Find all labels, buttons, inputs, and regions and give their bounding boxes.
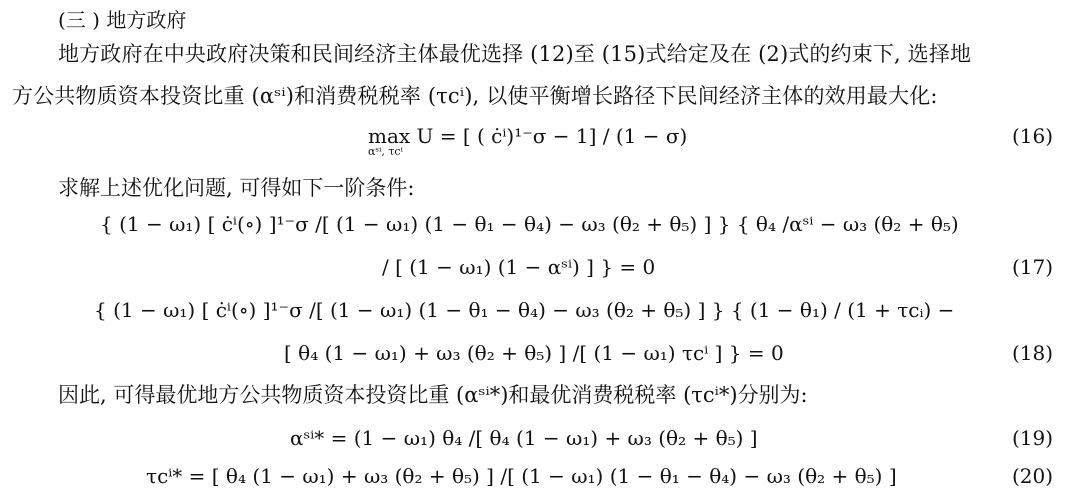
equation-number-16: (16) [1011, 124, 1053, 148]
equation-17-line-1: { (1 − ω₁) [ ċⁱ(∘) ]¹⁻σ /[ (1 − ω₁) (1 − θ₁ − θ₄) − ω₃ (θ₂ + θ₅) ] } { θ₄ /αˢⁱ − ω₃ (θ₂ + θ₅) [100, 212, 959, 236]
paragraph-line-1: 地方政府在中央政府决策和民间经济主体最优选择 (12)至 (15)式给定及在 (2)式的约束下, 选择地 [58, 42, 972, 66]
paragraph-line-2: 方公共物质资本投资比重 (αˢⁱ)和消费税税率 (τcⁱ), 以使平衡增长路径下民间经济主体的效用最大化: [12, 84, 938, 108]
section-heading: (三 ) 地方政府 [58, 8, 187, 32]
equation-20: τcⁱ* = [ θ₄ (1 − ω₁) + ω₃ (θ₂ + θ₅) ] /[ (1 − ω₁) (1 − θ₁ − θ₄) − ω₃ (θ₂ + θ₅) ] [146, 464, 897, 488]
equation-18-line-2: [ θ₄ (1 − ω₁) + ω₃ (θ₂ + θ₅) ] /[ (1 − ω₁) τcⁱ ] } = 0 [284, 341, 784, 365]
equation-19: αˢⁱ* = (1 − ω₁) θ₄ /[ θ₄ (1 − ω₁) + ω₃ (θ₂ + θ₅) ] [290, 426, 758, 450]
equation-18-line-1: { (1 − ω₁) [ ċⁱ(∘) ]¹⁻σ /[ (1 − ω₁) (1 − θ₁ − θ₄) − ω₃ (θ₂ + θ₅) ] } { (1 − θ₁) / (1 + τcᵢ) − [94, 298, 955, 322]
equation-17-line-2: / [ (1 − ω₁) (1 − αˢⁱ) ] } = 0 [382, 255, 656, 279]
equation-16-subscript: αˢⁱ, τcⁱ [368, 145, 403, 158]
equation-number-17: (17) [1011, 255, 1053, 279]
intro-text-2: 因此, 可得最优地方公共物质资本投资比重 (αˢⁱ*)和最优消费税税率 (τcⁱ*)分别为: [58, 383, 808, 407]
equation-16 [368, 122, 688, 158]
intro-text-1: 求解上述优化问题, 可得如下一阶条件: [58, 176, 415, 200]
equation-number-18: (18) [1011, 341, 1053, 365]
equation-number-19: (19) [1011, 426, 1053, 450]
equation-16-text: max U = [ ( ċⁱ)¹⁻σ − 1] / (1 − σ) [368, 124, 688, 148]
equation-number-20: (20) [1011, 464, 1053, 488]
